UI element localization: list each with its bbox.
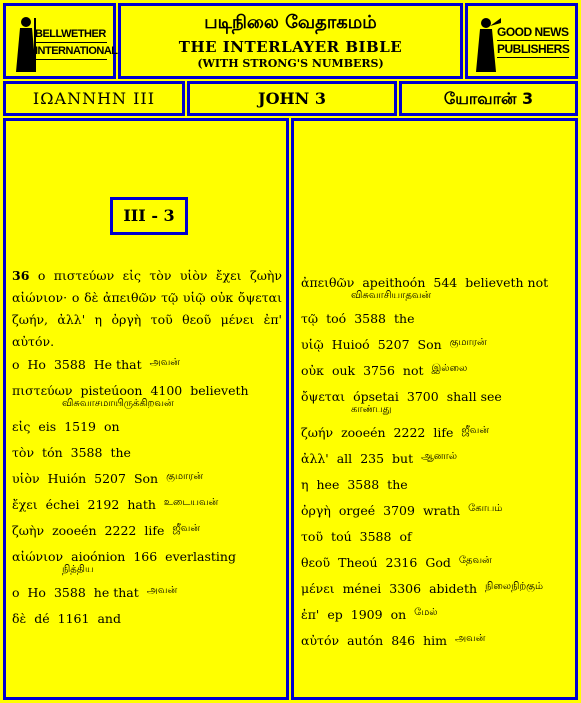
subtitle: (WITH STRONG'S NUMBERS) <box>197 57 384 70</box>
word-greek: εἰς <box>12 419 31 434</box>
word-strong: 5207 <box>94 471 126 486</box>
word-entry <box>301 425 571 440</box>
word-tamil: ஆனால் <box>421 451 457 462</box>
word-entry-line <box>301 555 571 570</box>
word-translit: ménei <box>342 581 382 596</box>
word-strong: 3588 <box>359 529 392 544</box>
word-translit: all <box>336 451 353 466</box>
right-column <box>291 118 578 700</box>
word-entry <box>12 419 282 434</box>
title-box <box>118 3 463 79</box>
word-english: life <box>144 523 165 538</box>
word-tamil: அவன் <box>149 357 180 368</box>
word-greek: τὸν <box>12 445 35 460</box>
word-entry-line <box>301 389 571 404</box>
word-english: believeth <box>190 383 249 398</box>
word-greek: τοῦ <box>301 529 324 544</box>
word-entry-line <box>12 357 282 372</box>
word-entry <box>301 477 571 492</box>
word-greek: η <box>301 477 309 492</box>
word-tamil: உடையவன் <box>163 497 219 508</box>
word-translit: pisteúoon <box>80 383 143 398</box>
word-entry-line <box>12 549 282 564</box>
word-tamil: அவன் <box>454 633 486 644</box>
word-tamil: விசுவாசமாயிருக்கிறவன் <box>62 398 174 409</box>
word-english: on <box>104 419 120 434</box>
word-entry-line <box>12 445 282 460</box>
word-entry-line <box>301 581 571 596</box>
word-entry <box>12 471 282 486</box>
word-tamil: குமாரன் <box>166 471 204 482</box>
word-english: on <box>390 607 407 622</box>
word-strong: 2222 <box>393 425 426 440</box>
word-strong: 1161 <box>57 611 90 626</box>
word-entry <box>12 383 282 410</box>
word-greek: δὲ <box>12 611 27 626</box>
word-tamil: ஜீவன் <box>461 425 490 436</box>
word-entry-line <box>301 275 571 290</box>
word-translit: ouk <box>331 363 356 378</box>
word-entry <box>12 585 282 600</box>
word-translit: Ho <box>27 357 46 372</box>
word-entry <box>12 523 282 538</box>
word-english: He that <box>93 357 142 372</box>
word-greek: θεοῦ <box>301 555 331 570</box>
word-entry <box>301 451 571 466</box>
word-tamil: ஜீவன் <box>172 523 201 534</box>
greek-verse-text: ο πιστεύων εἰς τὸν υἱὸν ἔχει ζωὴν αἰώνιον· ο δὲ ἀπειθῶν τῷ υἱῷ οὐκ ὄψεται ζωήν, ἀλλ' η ὀργὴ τοῦ θεοῦ μένει ἐπ' αὐτόν. <box>12 268 282 349</box>
word-entry <box>301 389 571 416</box>
word-translit: orgeé <box>338 503 376 518</box>
word-strong: 4100 <box>150 383 183 398</box>
word-strong: 1519 <box>64 419 97 434</box>
word-greek: αἰώνιον <box>12 549 64 564</box>
word-entry-line <box>12 497 282 512</box>
greek-verse-number: 36 <box>12 268 30 283</box>
word-strong: 3588 <box>53 357 86 372</box>
word-entry <box>301 633 571 648</box>
word-entry <box>301 275 571 302</box>
reference-english: JOHN 3 <box>258 89 326 108</box>
title-tamil: படிநிலை வேதாகமம் <box>204 12 377 33</box>
word-translit: Huioó <box>331 337 370 352</box>
word-strong: 3709 <box>383 503 415 518</box>
word-entry-line <box>301 451 571 466</box>
word-tamil: நிலைநிற்கும் <box>485 581 544 592</box>
reference-greek: ΙΩΑΝΝΗΝ III <box>32 89 156 108</box>
verse-label: III - 3 <box>110 197 188 235</box>
word-entry <box>301 581 571 596</box>
word-strong: 5207 <box>377 337 410 352</box>
word-tamil: தேவன் <box>458 555 492 566</box>
word-entry-line <box>12 419 282 434</box>
word-strong: 3588 <box>53 585 86 600</box>
word-entry <box>12 357 282 372</box>
word-english: believeth not <box>465 275 549 290</box>
word-strong: 1909 <box>350 607 383 622</box>
word-translit: toú <box>331 529 352 544</box>
word-translit: autón <box>347 633 384 648</box>
word-greek: οὐκ <box>301 363 324 378</box>
word-strong: 3700 <box>406 389 439 404</box>
word-greek: ο <box>12 357 20 372</box>
word-strong: 2192 <box>87 497 120 512</box>
word-entry-line <box>301 337 571 352</box>
word-tamil: கோபம் <box>468 503 503 514</box>
word-greek: ζωήν <box>301 425 334 440</box>
word-greek: ἀπειθῶν <box>301 275 355 290</box>
word-tamil: நித்திய <box>62 564 94 575</box>
left-column <box>3 118 289 700</box>
word-translit: Ho <box>27 585 46 600</box>
word-entry-line <box>301 477 571 492</box>
word-strong: 3588 <box>354 311 386 326</box>
word-strong: 3756 <box>363 363 395 378</box>
word-translit: Huión <box>47 471 87 486</box>
word-strong: 3588 <box>347 477 380 492</box>
word-entry-line <box>12 523 282 538</box>
logo-right-line1: GOOD NEWS <box>497 25 569 39</box>
word-english: life <box>433 425 454 440</box>
word-entry <box>12 549 282 576</box>
good-news-logo <box>465 3 578 79</box>
greek-verse <box>12 265 282 353</box>
word-english: Son <box>417 337 442 352</box>
word-greek: αὐτόν <box>301 633 340 648</box>
word-entry-line <box>301 607 571 622</box>
word-english: of <box>399 529 412 544</box>
word-translit: ópsetai <box>353 389 399 404</box>
word-translit: tón <box>42 445 63 460</box>
title-english: THE INTERLAYER BIBLE <box>178 38 403 56</box>
reference-greek-box <box>3 81 185 116</box>
word-entry <box>301 555 571 570</box>
word-greek: ζωὴν <box>12 523 45 538</box>
word-strong: 2222 <box>104 523 137 538</box>
word-strong: 544 <box>433 275 458 290</box>
word-english: the <box>110 445 131 460</box>
reference-english-box <box>187 81 397 116</box>
reference-tamil-box <box>399 81 578 116</box>
word-english: abideth <box>429 581 478 596</box>
word-translit: ep <box>327 607 343 622</box>
word-tamil: அவன் <box>146 585 178 596</box>
word-english: shall see <box>446 389 502 404</box>
word-translit: eis <box>38 419 57 434</box>
word-entry <box>12 497 282 512</box>
word-entry <box>301 337 571 352</box>
word-entry <box>12 611 282 626</box>
word-greek: υἱῷ <box>301 337 324 352</box>
word-tamil: இல்லை <box>431 363 468 374</box>
logo-left-line2: INTERNATIONAL <box>35 43 107 60</box>
word-entry-line <box>301 633 571 648</box>
word-entry-line <box>301 311 571 326</box>
word-greek: ὄψεται <box>301 389 346 404</box>
word-translit: zooeén <box>341 425 386 440</box>
word-english: hath <box>127 497 156 512</box>
word-entry <box>301 503 571 518</box>
word-entry <box>301 363 571 378</box>
word-translit: toó <box>326 311 347 326</box>
word-strong: 846 <box>391 633 416 648</box>
word-translit: échei <box>45 497 80 512</box>
word-english: everlasting <box>165 549 236 564</box>
word-greek: πιστεύων <box>12 383 73 398</box>
word-english: but <box>392 451 414 466</box>
word-english: God <box>425 555 451 570</box>
word-entry-line <box>301 363 571 378</box>
word-entry-line <box>301 503 571 518</box>
word-translit: apeithoón <box>362 275 426 290</box>
word-greek: ἔχει <box>12 497 38 512</box>
word-tamil: விசுவாசியாதவன் <box>351 290 432 301</box>
word-translit: hee <box>316 477 340 492</box>
word-english: not <box>402 363 424 378</box>
word-greek: μένει <box>301 581 335 596</box>
word-translit: dé <box>34 611 50 626</box>
reference-tamil: யோவான் 3 <box>443 89 534 108</box>
word-tamil: மேல் <box>414 607 438 618</box>
word-greek: υἱὸν <box>12 471 40 486</box>
word-strong: 3306 <box>389 581 422 596</box>
word-strong: 2316 <box>385 555 418 570</box>
word-greek: ὀργὴ <box>301 503 331 518</box>
word-strong: 3588 <box>70 445 103 460</box>
logo-right-line2: PUBLISHERS <box>497 42 570 56</box>
word-english: the <box>394 311 415 326</box>
word-strong: 166 <box>133 549 158 564</box>
word-english: he that <box>93 585 139 600</box>
word-english: wrath <box>422 503 461 518</box>
word-entry-line <box>12 585 282 600</box>
word-tamil: குமாரன் <box>449 337 487 348</box>
logo-left-line1: BELLWETHER <box>35 26 107 43</box>
word-entry-line <box>12 611 282 626</box>
word-entry-line <box>301 529 571 544</box>
word-greek: ἀλλ' <box>301 451 329 466</box>
word-entry <box>301 529 571 544</box>
word-entry <box>301 311 571 326</box>
word-entry-line <box>12 471 282 486</box>
word-translit: aioónion <box>71 549 126 564</box>
word-entry <box>12 445 282 460</box>
word-english: the <box>387 477 408 492</box>
word-greek: τῷ <box>301 311 319 326</box>
bellwether-logo <box>3 3 116 79</box>
word-translit: zooeén <box>52 523 97 538</box>
word-entry-line <box>12 383 282 398</box>
word-tamil: காண்பது <box>351 404 392 415</box>
word-english: and <box>97 611 121 626</box>
word-greek: ἐπ' <box>301 607 320 622</box>
word-english: Son <box>133 471 159 486</box>
word-english: him <box>423 633 447 648</box>
word-entry-line <box>301 425 571 440</box>
word-greek: ο <box>12 585 20 600</box>
word-strong: 235 <box>360 451 385 466</box>
word-translit: Theoú <box>338 555 378 570</box>
word-entry <box>301 607 571 622</box>
